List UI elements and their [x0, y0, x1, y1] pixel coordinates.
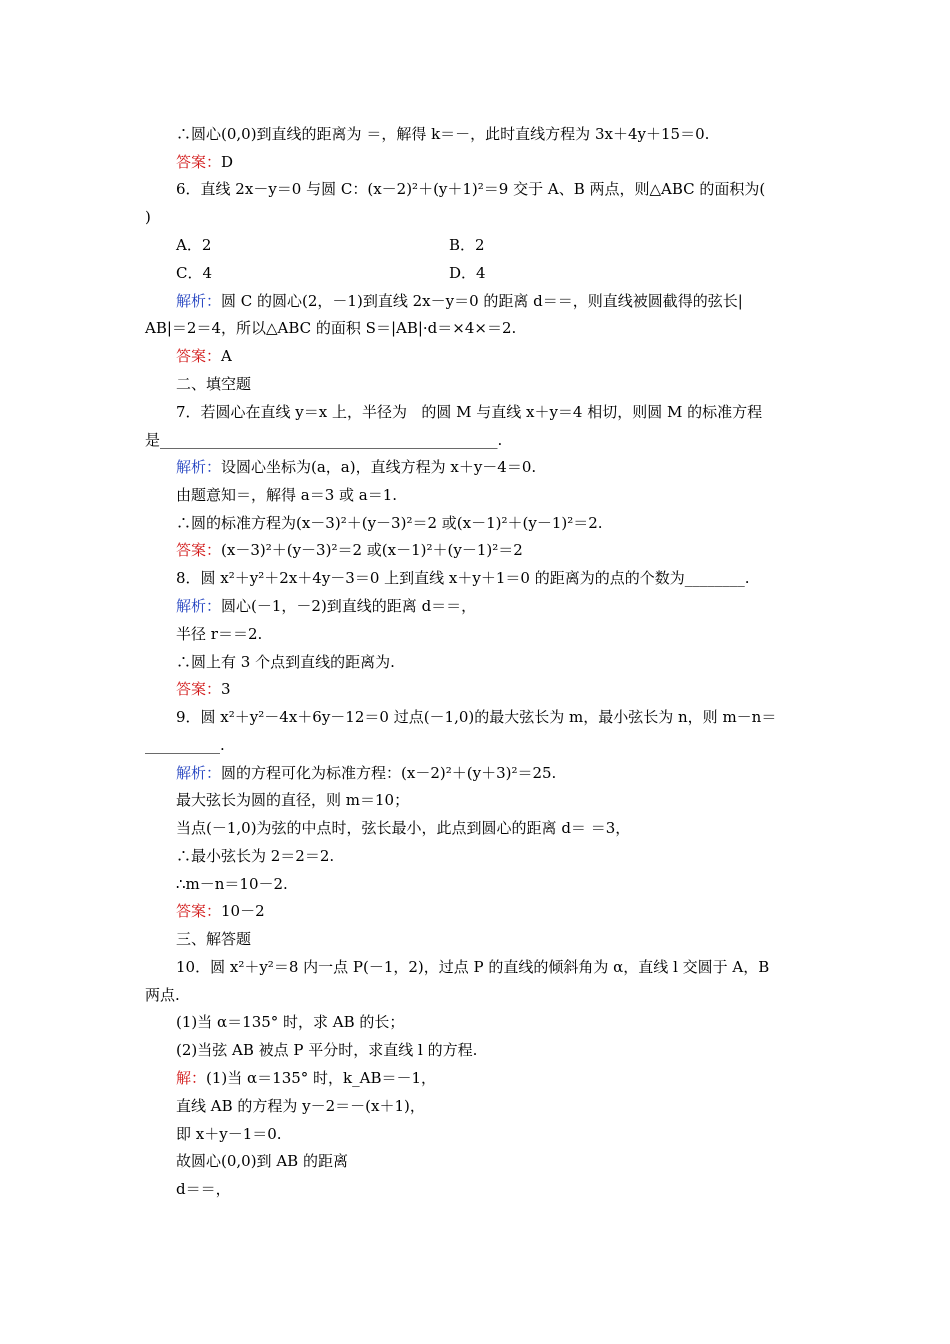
solution-label: 解： — [176, 1069, 207, 1087]
text-line: 半径 r＝＝2. — [176, 625, 263, 643]
text-line: 两点. — [145, 986, 180, 1004]
text-line: 最大弦长为圆的直径，则 m＝10； — [176, 791, 410, 809]
text-line: ∴圆心(0,0)到直线的距离为 ＝，解得 k＝－，此时直线方程为 3x＋4y＋15＝0. — [176, 125, 710, 143]
question-line: 10．圆 x²＋y²＝8 内一点 P(－1，2)，过点 P 的直线的倾斜角为 α，直线 l 交圆于 A，B — [176, 958, 770, 976]
sub-question: (1)当 α＝135° 时，求 AB 的长； — [176, 1013, 405, 1031]
analysis-label: 解析： — [176, 764, 222, 782]
answer-line — [176, 152, 233, 172]
answer-line — [176, 679, 231, 699]
text-line: 故圆心(0,0)到 AB 的距离 — [176, 1152, 348, 1170]
answer-line — [176, 540, 523, 560]
question-line: 6．直线 2x－y＝0 与圆 C：(x－2)²＋(y＋1)²＝9 交于 A、B 两点，则△ABC 的面积为( — [176, 180, 766, 198]
analysis-line — [176, 596, 476, 616]
text-line: __________. — [145, 736, 225, 754]
answer-label: 答案： — [176, 902, 222, 920]
answer-line — [176, 901, 265, 921]
text-line: ∴m－n＝10－2. — [176, 875, 288, 893]
text-line: 当点(－1,0)为弦的中点时，弦长最小，此点到圆心的距离 d＝ ＝3， — [176, 819, 631, 837]
solution-line — [176, 1068, 436, 1088]
answer-value: A — [221, 347, 232, 365]
analysis-text: 圆 C 的圆心(2，－1)到直线 2x－y＝0 的距离 d＝＝，则直线被圆截得的弦长| — [221, 292, 743, 310]
text-line: d＝＝， — [176, 1180, 231, 1198]
analysis-line — [176, 457, 536, 477]
analysis-line — [176, 291, 743, 311]
analysis-line — [176, 763, 556, 783]
answer-value: D — [221, 153, 234, 171]
analysis-text: 设圆心坐标为(a，a)，直线方程为 x＋y－4＝0. — [221, 458, 537, 476]
question-line: 9．圆 x²＋y²－4x＋6y－12＝0 过点(－1,0)的最大弦长为 m，最小弦长为 n，则 m－n＝ — [176, 708, 777, 726]
solution-text: (1)当 α＝135° 时，k_AB＝－1， — [206, 1069, 437, 1087]
answer-label: 答案： — [176, 541, 222, 559]
answer-line — [176, 346, 232, 366]
analysis-text: 圆的方程可化为标准方程：(x－2)²＋(y＋3)²＝25. — [221, 764, 557, 782]
text-line: ∴圆上有 3 个点到直线的距离为. — [176, 653, 395, 671]
text-line: AB|＝2＝4，所以△ABC 的面积 S＝|AB|·d＝×4×＝2. — [145, 319, 517, 337]
text-line: 是_____________________________________________. — [145, 431, 503, 449]
text-line: 即 x＋y－1＝0. — [176, 1125, 282, 1143]
answer-label: 答案： — [176, 680, 222, 698]
text-line: ) — [145, 208, 151, 226]
section-heading: 三、解答题 — [176, 930, 252, 948]
answer-label: 答案： — [176, 347, 222, 365]
text-line: ∴最小弦长为 2＝2＝2. — [176, 847, 335, 865]
analysis-text: 圆心(－1，－2)到直线的距离 d＝＝， — [221, 597, 477, 615]
answer-value: (x－3)²＋(y－3)²＝2 或(x－1)²＋(y－1)²＝2 — [221, 541, 523, 559]
question-line: 7．若圆心在直线 y＝x 上，半径为 的圆 M 与直线 x＋y＝4 相切，则圆 M 的标准方程 — [176, 403, 763, 421]
option-c: C．4 — [176, 264, 213, 282]
answer-value: 10－2 — [221, 902, 265, 920]
analysis-label: 解析： — [176, 458, 222, 476]
question-line: 8．圆 x²＋y²＋2x＋4y－3＝0 上到直线 x＋y＋1＝0 的距离为的点的个数为________. — [176, 569, 750, 587]
section-heading: 二、填空题 — [176, 375, 252, 393]
option-b: B．2 — [449, 236, 485, 254]
sub-question: (2)当弦 AB 被点 P 平分时，求直线 l 的方程. — [176, 1041, 478, 1059]
answer-value: 3 — [221, 680, 231, 698]
analysis-label: 解析： — [176, 292, 222, 310]
analysis-label: 解析： — [176, 597, 222, 615]
option-d: D．4 — [449, 264, 486, 282]
text-line: 由题意知＝，解得 a＝3 或 a＝1. — [176, 486, 398, 504]
answer-label: 答案： — [176, 153, 222, 171]
text-line: 直线 AB 的方程为 y－2＝－(x＋1)， — [176, 1097, 425, 1115]
option-a: A．2 — [176, 236, 212, 254]
text-line: ∴圆的标准方程为(x－3)²＋(y－3)²＝2 或(x－1)²＋(y－1)²＝2. — [176, 514, 603, 532]
